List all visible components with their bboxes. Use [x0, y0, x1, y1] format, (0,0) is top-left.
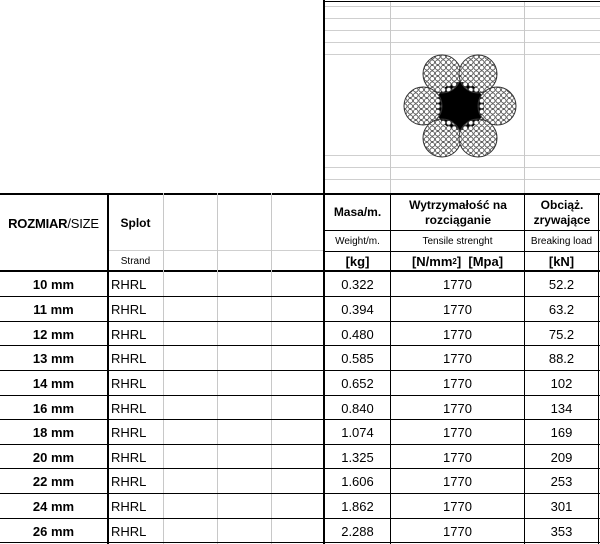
col-divider: [107, 193, 109, 544]
masa-header: [325, 195, 390, 230]
strand-cell: RHRL: [111, 326, 147, 342]
unit-tensile-sup: 2: [452, 256, 457, 266]
strand-cell: RHRL: [111, 424, 147, 440]
strand-cell: RHRL: [111, 473, 147, 489]
splot-header: [108, 205, 163, 241]
breaking-label: Breaking load: [530, 235, 593, 247]
mass-cell: 0.652: [341, 375, 374, 391]
size-cell: 12 mm: [32, 326, 75, 342]
strand-cell: RHRL: [111, 301, 147, 317]
wire-rope-cross-section-icon: [402, 54, 518, 158]
unit-kn-label: [kN]: [548, 253, 575, 269]
size-cell: 14 mm: [32, 375, 75, 391]
size-cell: 22 mm: [32, 473, 75, 489]
size-cell: 16 mm: [32, 400, 75, 416]
size-column-header: [0, 195, 107, 251]
frame-gridline: [390, 2, 391, 194]
wytrzymalosc-label: Wytrzymałość na rozciąganie: [409, 197, 507, 227]
frame-top-line: [323, 1, 600, 2]
unit-tensile-header: [391, 252, 524, 270]
load-cell: 63.2: [548, 301, 575, 317]
masa-label: Masa/m.: [333, 205, 382, 219]
strand-cell: RHRL: [111, 523, 147, 539]
weight-label: Weight/m.: [335, 235, 380, 247]
tensile-cell: 1770: [443, 375, 472, 391]
strand-cell: RHRL: [111, 449, 147, 465]
mass-cell: 0.480: [341, 326, 374, 342]
wytrzymalosc-header: [398, 195, 518, 230]
unit-tensile-b: ] [Mpa]: [456, 253, 504, 269]
tensile-cell: 1770: [443, 350, 472, 366]
tensile-header: [391, 231, 524, 251]
weight-header: [325, 231, 390, 251]
tensile-cell: 1770: [443, 400, 472, 416]
mass-cell: 0.394: [341, 301, 374, 317]
mass-cell: 1.606: [341, 473, 374, 489]
load-cell: 169: [550, 424, 573, 440]
mass-cell: 1.862: [341, 498, 374, 514]
tensile-cell: 1770: [443, 473, 472, 489]
frame-gridline: [325, 167, 600, 168]
load-cell: 75.2: [548, 326, 575, 342]
load-cell: 52.2: [548, 276, 575, 292]
load-cell: 134: [550, 400, 573, 416]
strand-label: Strand: [120, 255, 151, 267]
obciaz-header: [528, 195, 596, 230]
unit-kn-header: [525, 252, 598, 270]
mass-cell: 0.322: [341, 276, 374, 292]
obciaz-label: Obciąż. zrywające: [533, 197, 591, 227]
size-cell: 18 mm: [32, 424, 75, 440]
strand-cell: RHRL: [111, 498, 147, 514]
tensile-cell: 1770: [443, 449, 472, 465]
unit-kg-label: [kg]: [345, 253, 370, 269]
unit-tensile-a: [N/mm: [411, 253, 453, 269]
frame-gridline: [325, 179, 600, 180]
strand-header: [108, 252, 163, 270]
tensile-cell: 1770: [443, 498, 472, 514]
strand-cell: RHRL: [111, 400, 147, 416]
unit-kg-header: [325, 252, 390, 270]
header-divider: [108, 250, 324, 251]
tensile-cell: 1770: [443, 523, 472, 539]
size-cell: 13 mm: [32, 350, 75, 366]
mass-cell: 2.288: [341, 523, 374, 539]
load-cell: 301: [550, 498, 573, 514]
col-divider: [598, 193, 599, 544]
mass-cell: 1.325: [341, 449, 374, 465]
col-divider: [163, 193, 164, 544]
tensile-cell: 1770: [443, 301, 472, 317]
size-header-rest: /SIZE: [67, 215, 99, 231]
size-cell: 26 mm: [32, 523, 75, 539]
col-divider: [271, 193, 272, 544]
size-cell: 10 mm: [32, 276, 75, 292]
size-cell: 24 mm: [32, 498, 75, 514]
strand-cell: RHRL: [111, 350, 147, 366]
mass-cell: 0.840: [341, 400, 374, 416]
tensile-cell: 1770: [443, 276, 472, 292]
size-header-bold: ROZMIAR: [8, 215, 68, 231]
breaking-header: [525, 231, 598, 251]
load-cell: 253: [550, 473, 573, 489]
col-divider: [217, 193, 218, 544]
frame-gridline: [325, 18, 600, 19]
frame-gridline: [524, 2, 525, 194]
mass-cell: 0.585: [341, 350, 374, 366]
size-cell: 20 mm: [32, 449, 75, 465]
load-cell: 102: [550, 375, 573, 391]
splot-label: Splot: [120, 216, 151, 230]
size-cell: 11 mm: [33, 301, 74, 317]
frame-gridline: [325, 42, 600, 43]
mass-cell: 1.074: [341, 424, 374, 440]
frame-gridline: [325, 30, 600, 31]
strand-cell: RHRL: [111, 375, 147, 391]
frame-gridline: [325, 6, 600, 7]
load-cell: 353: [550, 523, 573, 539]
load-cell: 88.2: [548, 350, 575, 366]
tensile-cell: 1770: [443, 424, 472, 440]
load-cell: 209: [550, 449, 573, 465]
strand-cell: RHRL: [111, 276, 147, 292]
tensile-label: Tensile strenght: [422, 235, 493, 247]
tensile-cell: 1770: [443, 326, 472, 342]
